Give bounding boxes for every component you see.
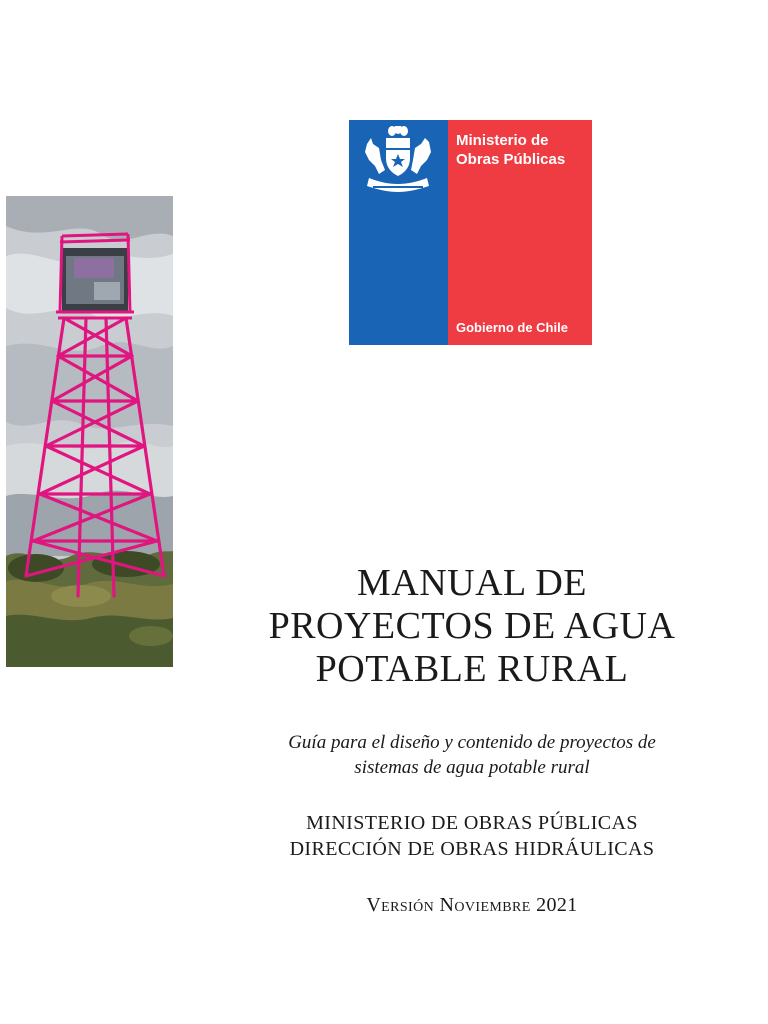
authority-line: DIRECCIÓN DE OBRAS HIDRÁULICAS	[289, 838, 655, 860]
title-line: PROYECTOS DE AGUA	[268, 605, 676, 647]
authority-line: MINISTERIO DE OBRAS PÚBLICAS	[306, 812, 638, 834]
cover-water-tower-image	[6, 196, 173, 667]
logo-government-name: Gobierno de Chile	[456, 320, 568, 335]
document-subtitle	[232, 730, 712, 780]
title-line: MANUAL DE	[356, 562, 587, 604]
chile-coat-of-arms-icon	[359, 126, 437, 196]
logo-red-panel	[448, 120, 592, 345]
subtitle-line: sistemas de agua potable rural	[354, 757, 590, 778]
document-title	[232, 562, 712, 691]
document-version: Versión Noviembre 2021	[366, 894, 578, 916]
subtitle-line: Guía para el diseño y contenido de proyectos de	[288, 732, 656, 753]
water-tower-icon	[6, 196, 173, 667]
title-line: POTABLE RURAL	[315, 648, 629, 690]
issuing-authority	[232, 810, 712, 862]
logo-blue-panel	[349, 120, 448, 345]
ministry-logo	[349, 120, 592, 345]
logo-ministry-name: Ministerio de Obras Públicas	[456, 132, 566, 168]
